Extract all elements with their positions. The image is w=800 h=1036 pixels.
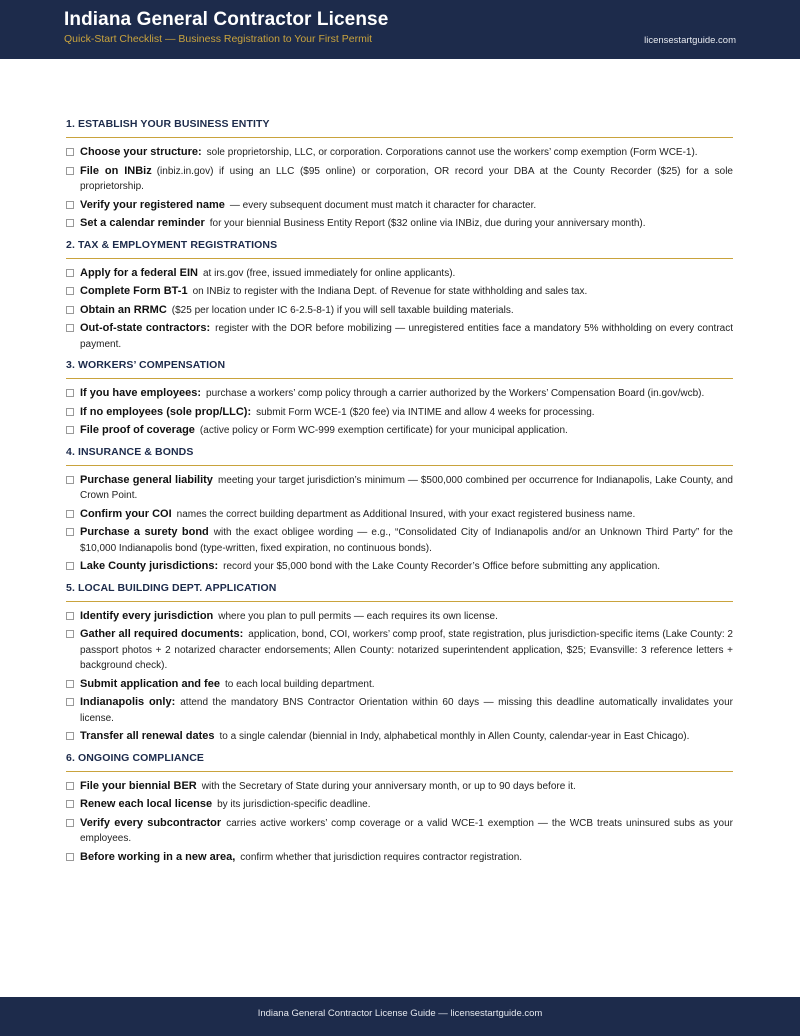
item-text — [80, 266, 455, 282]
checkbox[interactable] — [66, 167, 74, 175]
item-lead: File proof of coverage — [80, 424, 195, 436]
item-description: register with the DOR before mobilizing — unregistered entities face a mandatory 5% withholding on every contract payment. — [80, 323, 733, 350]
checklist-item — [66, 507, 733, 523]
item-lead: Transfer all renewal dates — [80, 730, 215, 742]
item-description: purchase a workers’ comp policy through a carrier authorized by the Workers’ Compensation Board (in.gov/wcb). — [206, 388, 705, 399]
item-lead: Identify every jurisdiction — [80, 609, 214, 622]
checkbox[interactable] — [66, 698, 74, 706]
item-description: attend the mandatory BNS Contractor Orientation within 60 days — missing this deadline automatically invalidates your license. — [80, 697, 733, 724]
checklist-item — [66, 850, 733, 866]
site-link[interactable]: licensestartguide.com — [644, 35, 736, 46]
item-text — [80, 198, 536, 214]
item-description: with the Secretary of State during your anniversary month, or up to 90 days before it. — [201, 780, 576, 792]
item-lead: If no employees (sole prop/LLC): — [80, 405, 252, 418]
item-text — [80, 405, 595, 421]
checklist-item — [66, 609, 733, 625]
item-text — [80, 525, 733, 556]
item-description: meeting your target jurisdiction’s minimum — $500,000 combined per occurrence for Indianapolis, Lake County, and Crown Point. — [80, 474, 733, 501]
item-text — [80, 797, 370, 813]
item-lead: Out-of-state contractors: — [80, 322, 211, 334]
item-lead: Choose your structure: — [80, 146, 202, 158]
item-text — [80, 609, 498, 625]
checklist-section — [66, 118, 733, 232]
checkbox[interactable] — [66, 476, 74, 484]
checklist-item — [66, 779, 733, 795]
item-text — [80, 164, 733, 195]
item-description: — every subsequent document must match it character for character. — [229, 199, 537, 211]
item-text — [80, 473, 733, 504]
item-description: to each local building department. — [224, 678, 375, 690]
section-title: 4. INSURANCE & BONDS — [66, 446, 733, 466]
item-text — [80, 423, 568, 439]
checkbox[interactable] — [66, 306, 74, 314]
item-lead: Obtain an RRMC — [80, 303, 167, 316]
item-lead: Renew each local license — [80, 798, 213, 810]
checklist-item — [66, 423, 733, 439]
item-description: for your biennial Business Entity Report ($32 online via INBiz, due during your anniversary month). — [209, 218, 646, 229]
checkbox[interactable] — [66, 148, 74, 156]
page-title: Indiana General Contractor License — [64, 9, 389, 30]
item-text — [80, 779, 576, 795]
item-lead: Purchase a surety bond — [80, 526, 209, 538]
checklist-section — [66, 359, 733, 439]
checklist-item — [66, 216, 733, 232]
section-title: 1. ESTABLISH YOUR BUSINESS ENTITY — [66, 118, 733, 138]
checkbox[interactable] — [66, 612, 74, 620]
checklist-item — [66, 321, 733, 352]
checklist-section — [66, 752, 733, 866]
checklist-item — [66, 145, 733, 161]
item-lead: Lake County jurisdictions: — [80, 560, 219, 572]
item-text — [80, 559, 660, 575]
checklist-section — [66, 446, 733, 575]
item-lead: Submit application and fee — [80, 677, 220, 690]
checkbox[interactable] — [66, 782, 74, 790]
checklist-item — [66, 677, 733, 693]
item-lead: Gather all required documents: — [80, 628, 244, 640]
item-description: (inbiz.in.gov) if using an LLC ($95 online) or corporation, OR record your DBA at the County Recorder ($25) for a sole proprietorship. — [80, 165, 733, 192]
item-description: record your $5,000 bond with the Lake County Recorder’s Office before submitting any application. — [223, 561, 661, 572]
checklist-item — [66, 405, 733, 421]
checkbox[interactable] — [66, 732, 74, 740]
item-lead: Confirm your COI — [80, 507, 172, 520]
item-text — [80, 850, 522, 866]
item-lead: Complete Form BT-1 — [80, 285, 188, 297]
item-description: ($25 per location under IC 6-2.5-8-1) if you will sell taxable building materials. — [171, 304, 514, 316]
checklist-item — [66, 473, 733, 504]
checkbox[interactable] — [66, 819, 74, 827]
checkbox[interactable] — [66, 853, 74, 861]
checklist-item — [66, 164, 733, 195]
item-text — [80, 816, 733, 847]
section-title: 2. TAX & EMPLOYMENT REGISTRATIONS — [66, 239, 733, 259]
checkbox[interactable] — [66, 562, 74, 570]
item-lead: Verify your registered name — [80, 198, 225, 211]
item-description: confirm whether that jurisdiction requires contractor registration. — [240, 851, 523, 863]
checkbox[interactable] — [66, 800, 74, 808]
item-description: names the correct building department as Additional Insured, with your exact registered business name. — [176, 508, 636, 520]
item-text — [80, 627, 733, 674]
checklist-item — [66, 284, 733, 300]
section-title: 3. WORKERS’ COMPENSATION — [66, 359, 733, 379]
item-lead: File your biennial BER — [80, 779, 197, 792]
item-text — [80, 303, 514, 319]
item-lead: Before working in a new area, — [80, 850, 236, 863]
item-description: application, bond, COI, workers’ comp proof, state registration, plus jurisdiction-specific items (Lake County: 2 passport photos + 2 notarized character endorsements; Allen County: notarized superintendent application, $25; Evansville: 3 reference letters + background check). — [80, 629, 733, 671]
item-text — [80, 145, 698, 161]
checkbox[interactable] — [66, 219, 74, 227]
checklist-item — [66, 266, 733, 282]
checklist-body — [66, 118, 733, 872]
checkbox[interactable] — [66, 426, 74, 434]
checkbox[interactable] — [66, 630, 74, 638]
item-description: where you plan to pull permits — each requires its own license. — [218, 610, 498, 622]
item-lead: File on INBiz — [80, 164, 152, 177]
section-title: 5. LOCAL BUILDING DEPT. APPLICATION — [66, 582, 733, 602]
checklist-item — [66, 695, 733, 726]
checkbox[interactable] — [66, 510, 74, 518]
checkbox[interactable] — [66, 269, 74, 277]
checkbox[interactable] — [66, 408, 74, 416]
item-description: sole proprietorship, LLC, or corporation. Corporations cannot use the workers’ comp exemption (Form WCE-1). — [206, 147, 698, 158]
checklist-item — [66, 386, 733, 402]
checklist-item — [66, 797, 733, 813]
page-header — [0, 0, 800, 59]
checklist-section — [66, 582, 733, 745]
footer-text: Indiana General Contractor License Guide — licensestartguide.com — [257, 1008, 543, 1019]
item-lead: If you have employees: — [80, 387, 202, 399]
checkbox[interactable] — [66, 680, 74, 688]
checkbox[interactable] — [66, 201, 74, 209]
checklist-item — [66, 525, 733, 556]
item-description: to a single calendar (biennial in Indy, alphabetical monthly in Allen County, calendar-year in East Chicago). — [219, 731, 690, 742]
item-text — [80, 386, 704, 402]
item-description: by its jurisdiction-specific deadline. — [217, 799, 371, 810]
item-text — [80, 729, 689, 745]
item-description: carries active workers’ comp coverage or a valid WCE-1 exemption — the WCB treats uninsured subs as your employees. — [80, 817, 733, 844]
checkbox[interactable] — [66, 324, 74, 332]
item-description: at irs.gov (free, issued immediately for online applicants). — [202, 267, 456, 279]
item-text — [80, 695, 733, 726]
item-lead: Indianapolis only: — [80, 696, 176, 708]
item-description: with the exact obligee wording — e.g., “Consolidated City of Indianapolis and/or an Unknown Third Party” for the $10,000 Indianapolis bond (type-written, fixed expiration, no continuous bonds). — [80, 527, 733, 554]
item-text — [80, 507, 635, 523]
item-lead: Set a calendar reminder — [80, 217, 205, 229]
item-lead: Verify every subcontractor — [80, 816, 222, 829]
item-description: (active policy or Form WC-999 exemption certificate) for your municipal application. — [199, 425, 568, 436]
item-text — [80, 284, 587, 300]
item-description: on INBiz to register with the Indiana Dept. of Revenue for state withholding and sales tax. — [192, 286, 588, 297]
item-text — [80, 321, 733, 352]
item-lead: Apply for a federal EIN — [80, 266, 198, 279]
section-title: 6. ONGOING COMPLIANCE — [66, 752, 733, 772]
item-lead: Purchase general liability — [80, 473, 213, 486]
checklist-item — [66, 198, 733, 214]
item-text — [80, 216, 646, 232]
checkbox[interactable] — [66, 287, 74, 295]
checklist-item — [66, 729, 733, 745]
checklist-section — [66, 239, 733, 353]
item-text — [80, 677, 375, 693]
page-footer — [0, 997, 800, 1036]
item-description: submit Form WCE-1 ($20 fee) via INTIME and allow 4 weeks for processing. — [256, 406, 595, 418]
checkbox[interactable] — [66, 389, 74, 397]
page-subtitle: Quick-Start Checklist — Business Registration to Your First Permit — [64, 33, 373, 45]
checklist-item — [66, 559, 733, 575]
checklist-item — [66, 816, 733, 847]
checklist-item — [66, 303, 733, 319]
checklist-item — [66, 627, 733, 674]
checkbox[interactable] — [66, 528, 74, 536]
